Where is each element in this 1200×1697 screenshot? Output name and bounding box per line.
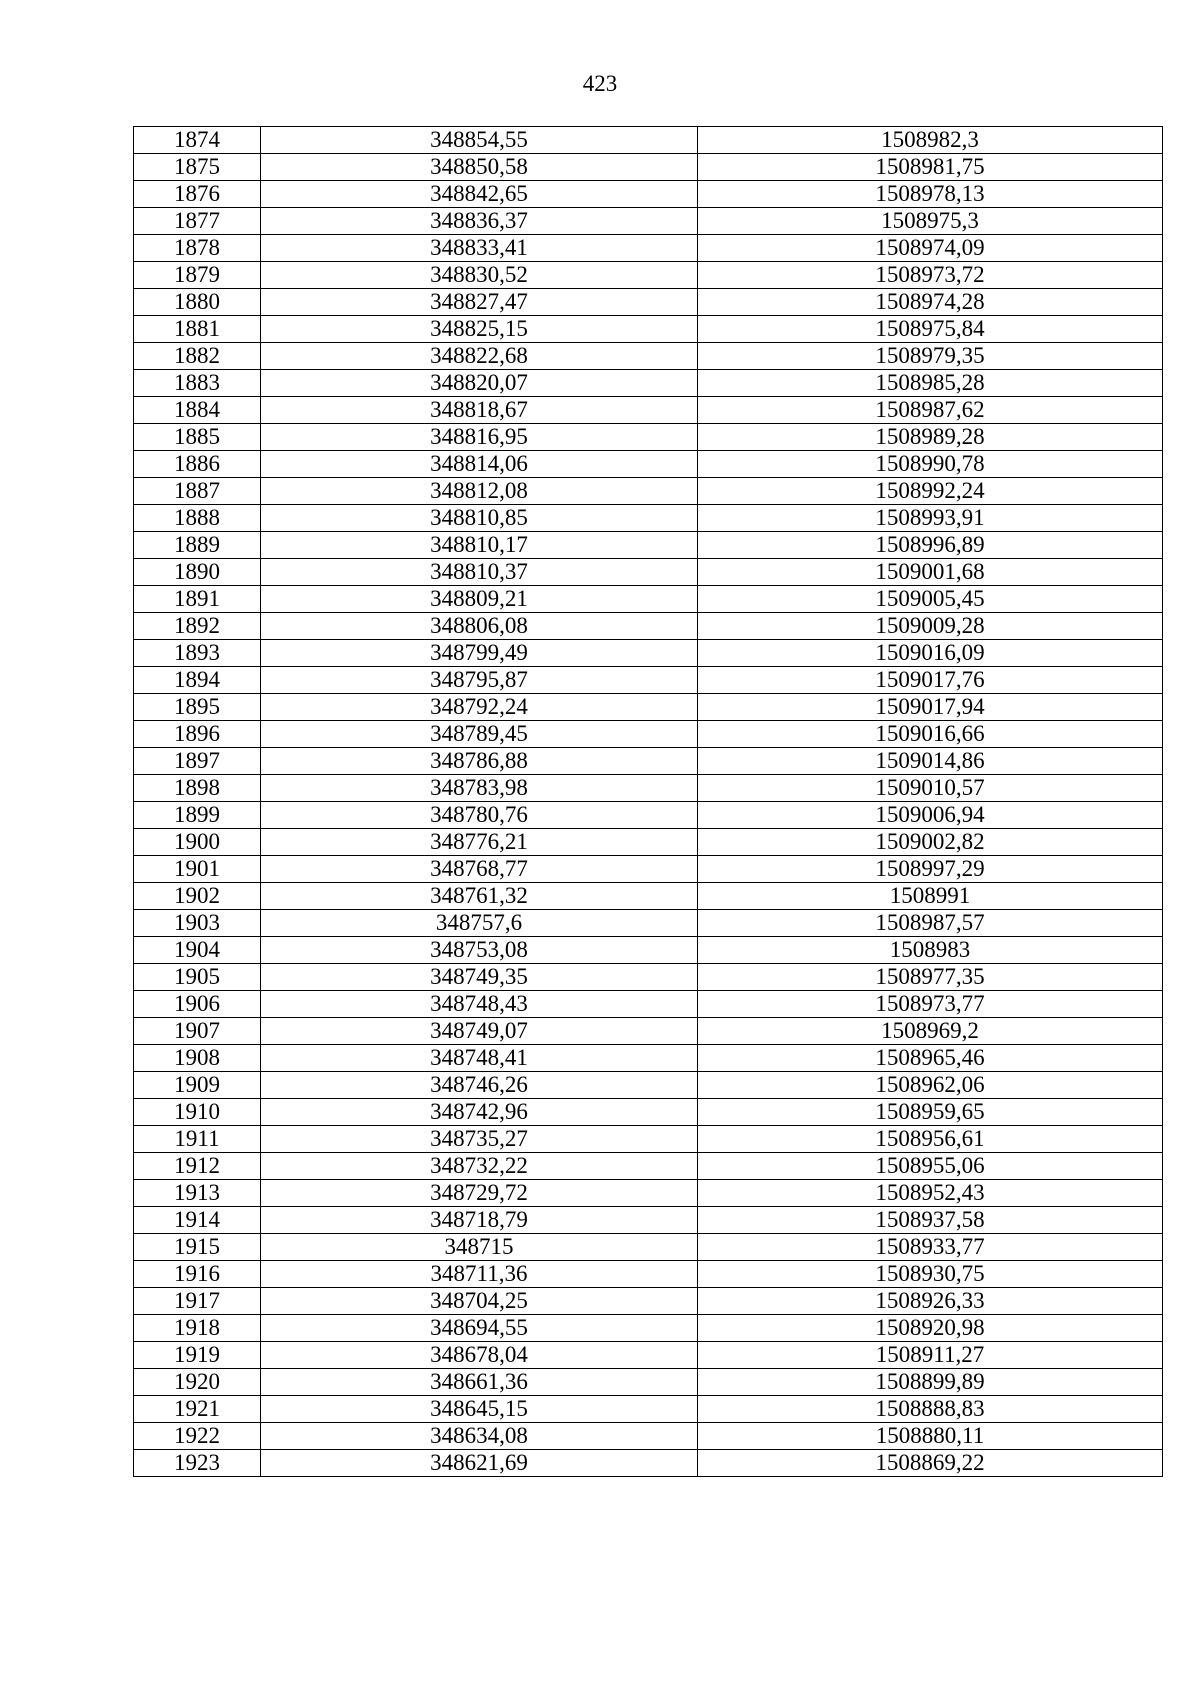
point-number-cell: 1882 bbox=[134, 343, 261, 370]
point-number-cell: 1913 bbox=[134, 1180, 261, 1207]
point-number-cell: 1912 bbox=[134, 1153, 261, 1180]
table-row bbox=[134, 802, 1163, 829]
table-row bbox=[134, 748, 1163, 775]
point-number-cell: 1918 bbox=[134, 1315, 261, 1342]
table-row bbox=[134, 316, 1163, 343]
point-number-cell: 1883 bbox=[134, 370, 261, 397]
y-coordinate-cell: 1508992,24 bbox=[698, 478, 1163, 505]
y-coordinate-cell: 1509017,76 bbox=[698, 667, 1163, 694]
y-coordinate-cell: 1508996,89 bbox=[698, 532, 1163, 559]
x-coordinate-cell: 348776,21 bbox=[261, 829, 698, 856]
x-coordinate-cell: 348810,17 bbox=[261, 532, 698, 559]
point-number-cell: 1894 bbox=[134, 667, 261, 694]
table-row bbox=[134, 1018, 1163, 1045]
point-number-cell: 1923 bbox=[134, 1450, 261, 1477]
x-coordinate-cell: 348711,36 bbox=[261, 1261, 698, 1288]
x-coordinate-cell: 348735,27 bbox=[261, 1126, 698, 1153]
table-row bbox=[134, 451, 1163, 478]
x-coordinate-cell: 348833,41 bbox=[261, 235, 698, 262]
table-row bbox=[134, 1396, 1163, 1423]
y-coordinate-cell: 1509010,57 bbox=[698, 775, 1163, 802]
point-number-cell: 1879 bbox=[134, 262, 261, 289]
point-number-cell: 1889 bbox=[134, 532, 261, 559]
point-number-cell: 1917 bbox=[134, 1288, 261, 1315]
table-row bbox=[134, 343, 1163, 370]
table-row bbox=[134, 1261, 1163, 1288]
point-number-cell: 1920 bbox=[134, 1369, 261, 1396]
point-number-cell: 1910 bbox=[134, 1099, 261, 1126]
y-coordinate-cell: 1509005,45 bbox=[698, 586, 1163, 613]
point-number-cell: 1901 bbox=[134, 856, 261, 883]
point-number-cell: 1892 bbox=[134, 613, 261, 640]
y-coordinate-cell: 1508975,3 bbox=[698, 208, 1163, 235]
table-row bbox=[134, 397, 1163, 424]
x-coordinate-cell: 348780,76 bbox=[261, 802, 698, 829]
point-number-cell: 1877 bbox=[134, 208, 261, 235]
table-row bbox=[134, 721, 1163, 748]
y-coordinate-cell: 1508983 bbox=[698, 937, 1163, 964]
x-coordinate-cell: 348795,87 bbox=[261, 667, 698, 694]
x-coordinate-cell: 348792,24 bbox=[261, 694, 698, 721]
x-coordinate-cell: 348816,95 bbox=[261, 424, 698, 451]
y-coordinate-cell: 1508990,78 bbox=[698, 451, 1163, 478]
table-row bbox=[134, 1234, 1163, 1261]
y-coordinate-cell: 1509001,68 bbox=[698, 559, 1163, 586]
x-coordinate-cell: 348768,77 bbox=[261, 856, 698, 883]
x-coordinate-cell: 348783,98 bbox=[261, 775, 698, 802]
x-coordinate-cell: 348854,55 bbox=[261, 127, 698, 154]
y-coordinate-cell: 1508993,91 bbox=[698, 505, 1163, 532]
coordinates-table bbox=[133, 126, 1163, 1477]
y-coordinate-cell: 1508989,28 bbox=[698, 424, 1163, 451]
y-coordinate-cell: 1508991 bbox=[698, 883, 1163, 910]
table-row bbox=[134, 910, 1163, 937]
x-coordinate-cell: 348718,79 bbox=[261, 1207, 698, 1234]
y-coordinate-cell: 1508911,27 bbox=[698, 1342, 1163, 1369]
table-row bbox=[134, 883, 1163, 910]
point-number-cell: 1884 bbox=[134, 397, 261, 424]
y-coordinate-cell: 1508880,11 bbox=[698, 1423, 1163, 1450]
table-row bbox=[134, 1342, 1163, 1369]
table-row bbox=[134, 856, 1163, 883]
x-coordinate-cell: 348842,65 bbox=[261, 181, 698, 208]
y-coordinate-cell: 1508977,35 bbox=[698, 964, 1163, 991]
y-coordinate-cell: 1508969,2 bbox=[698, 1018, 1163, 1045]
x-coordinate-cell: 348694,55 bbox=[261, 1315, 698, 1342]
point-number-cell: 1881 bbox=[134, 316, 261, 343]
point-number-cell: 1893 bbox=[134, 640, 261, 667]
y-coordinate-cell: 1508973,77 bbox=[698, 991, 1163, 1018]
table-row bbox=[134, 1126, 1163, 1153]
y-coordinate-cell: 1508930,75 bbox=[698, 1261, 1163, 1288]
table-row bbox=[134, 532, 1163, 559]
point-number-cell: 1897 bbox=[134, 748, 261, 775]
table-row bbox=[134, 559, 1163, 586]
point-number-cell: 1899 bbox=[134, 802, 261, 829]
table-row bbox=[134, 1288, 1163, 1315]
y-coordinate-cell: 1509014,86 bbox=[698, 748, 1163, 775]
table-row bbox=[134, 1423, 1163, 1450]
y-coordinate-cell: 1508959,65 bbox=[698, 1099, 1163, 1126]
table-row bbox=[134, 991, 1163, 1018]
y-coordinate-cell: 1508965,46 bbox=[698, 1045, 1163, 1072]
x-coordinate-cell: 348830,52 bbox=[261, 262, 698, 289]
y-coordinate-cell: 1509006,94 bbox=[698, 802, 1163, 829]
table-row bbox=[134, 478, 1163, 505]
point-number-cell: 1908 bbox=[134, 1045, 261, 1072]
table-row bbox=[134, 505, 1163, 532]
point-number-cell: 1909 bbox=[134, 1072, 261, 1099]
y-coordinate-cell: 1509009,28 bbox=[698, 613, 1163, 640]
y-coordinate-cell: 1508899,89 bbox=[698, 1369, 1163, 1396]
page-number: 423 bbox=[582, 71, 618, 96]
y-coordinate-cell: 1508997,29 bbox=[698, 856, 1163, 883]
point-number-cell: 1874 bbox=[134, 127, 261, 154]
y-coordinate-cell: 1508975,84 bbox=[698, 316, 1163, 343]
point-number-cell: 1903 bbox=[134, 910, 261, 937]
point-number-cell: 1902 bbox=[134, 883, 261, 910]
table-row bbox=[134, 1180, 1163, 1207]
x-coordinate-cell: 348753,08 bbox=[261, 937, 698, 964]
x-coordinate-cell: 348820,07 bbox=[261, 370, 698, 397]
point-number-cell: 1896 bbox=[134, 721, 261, 748]
y-coordinate-cell: 1508962,06 bbox=[698, 1072, 1163, 1099]
table-row bbox=[134, 829, 1163, 856]
point-number-cell: 1887 bbox=[134, 478, 261, 505]
point-number-cell: 1891 bbox=[134, 586, 261, 613]
point-number-cell: 1890 bbox=[134, 559, 261, 586]
table-row bbox=[134, 1450, 1163, 1477]
x-coordinate-cell: 348814,06 bbox=[261, 451, 698, 478]
x-coordinate-cell: 348742,96 bbox=[261, 1099, 698, 1126]
y-coordinate-cell: 1509017,94 bbox=[698, 694, 1163, 721]
table-row bbox=[134, 1369, 1163, 1396]
y-coordinate-cell: 1508981,75 bbox=[698, 154, 1163, 181]
point-number-cell: 1907 bbox=[134, 1018, 261, 1045]
point-number-cell: 1878 bbox=[134, 235, 261, 262]
x-coordinate-cell: 348806,08 bbox=[261, 613, 698, 640]
point-number-cell: 1885 bbox=[134, 424, 261, 451]
y-coordinate-cell: 1508869,22 bbox=[698, 1450, 1163, 1477]
y-coordinate-cell: 1508973,72 bbox=[698, 262, 1163, 289]
y-coordinate-cell: 1508952,43 bbox=[698, 1180, 1163, 1207]
point-number-cell: 1895 bbox=[134, 694, 261, 721]
table-row bbox=[134, 154, 1163, 181]
y-coordinate-cell: 1508955,06 bbox=[698, 1153, 1163, 1180]
x-coordinate-cell: 348634,08 bbox=[261, 1423, 698, 1450]
y-coordinate-cell: 1508933,77 bbox=[698, 1234, 1163, 1261]
table-row bbox=[134, 694, 1163, 721]
x-coordinate-cell: 348850,58 bbox=[261, 154, 698, 181]
y-coordinate-cell: 1508985,28 bbox=[698, 370, 1163, 397]
x-coordinate-cell: 348757,6 bbox=[261, 910, 698, 937]
x-coordinate-cell: 348621,69 bbox=[261, 1450, 698, 1477]
table-row bbox=[134, 640, 1163, 667]
table-row bbox=[134, 208, 1163, 235]
point-number-cell: 1922 bbox=[134, 1423, 261, 1450]
table-row bbox=[134, 181, 1163, 208]
y-coordinate-cell: 1508978,13 bbox=[698, 181, 1163, 208]
coordinates-table-body bbox=[134, 127, 1163, 1477]
x-coordinate-cell: 348789,45 bbox=[261, 721, 698, 748]
x-coordinate-cell: 348810,85 bbox=[261, 505, 698, 532]
table-row bbox=[134, 1099, 1163, 1126]
point-number-cell: 1905 bbox=[134, 964, 261, 991]
x-coordinate-cell: 348661,36 bbox=[261, 1369, 698, 1396]
y-coordinate-cell: 1508920,98 bbox=[698, 1315, 1163, 1342]
table-row bbox=[134, 424, 1163, 451]
x-coordinate-cell: 348812,08 bbox=[261, 478, 698, 505]
x-coordinate-cell: 348827,47 bbox=[261, 289, 698, 316]
y-coordinate-cell: 1508979,35 bbox=[698, 343, 1163, 370]
table-row bbox=[134, 667, 1163, 694]
x-coordinate-cell: 348704,25 bbox=[261, 1288, 698, 1315]
point-number-cell: 1919 bbox=[134, 1342, 261, 1369]
x-coordinate-cell: 348818,67 bbox=[261, 397, 698, 424]
y-coordinate-cell: 1509016,66 bbox=[698, 721, 1163, 748]
x-coordinate-cell: 348799,49 bbox=[261, 640, 698, 667]
table-row bbox=[134, 289, 1163, 316]
point-number-cell: 1921 bbox=[134, 1396, 261, 1423]
point-number-cell: 1876 bbox=[134, 181, 261, 208]
y-coordinate-cell: 1508987,62 bbox=[698, 397, 1163, 424]
x-coordinate-cell: 348810,37 bbox=[261, 559, 698, 586]
x-coordinate-cell: 348732,22 bbox=[261, 1153, 698, 1180]
y-coordinate-cell: 1508974,28 bbox=[698, 289, 1163, 316]
table-row bbox=[134, 127, 1163, 154]
y-coordinate-cell: 1509002,82 bbox=[698, 829, 1163, 856]
table-row bbox=[134, 775, 1163, 802]
x-coordinate-cell: 348645,15 bbox=[261, 1396, 698, 1423]
table-row bbox=[134, 1072, 1163, 1099]
x-coordinate-cell: 348825,15 bbox=[261, 316, 698, 343]
table-row bbox=[134, 1207, 1163, 1234]
table-row bbox=[134, 937, 1163, 964]
y-coordinate-cell: 1508987,57 bbox=[698, 910, 1163, 937]
point-number-cell: 1888 bbox=[134, 505, 261, 532]
x-coordinate-cell: 348836,37 bbox=[261, 208, 698, 235]
x-coordinate-cell: 348748,41 bbox=[261, 1045, 698, 1072]
point-number-cell: 1875 bbox=[134, 154, 261, 181]
table-row bbox=[134, 370, 1163, 397]
table-row bbox=[134, 235, 1163, 262]
x-coordinate-cell: 348746,26 bbox=[261, 1072, 698, 1099]
y-coordinate-cell: 1508926,33 bbox=[698, 1288, 1163, 1315]
point-number-cell: 1904 bbox=[134, 937, 261, 964]
table-row bbox=[134, 586, 1163, 613]
x-coordinate-cell: 348715 bbox=[261, 1234, 698, 1261]
x-coordinate-cell: 348748,43 bbox=[261, 991, 698, 1018]
table-row bbox=[134, 613, 1163, 640]
y-coordinate-cell: 1508937,58 bbox=[698, 1207, 1163, 1234]
point-number-cell: 1880 bbox=[134, 289, 261, 316]
point-number-cell: 1915 bbox=[134, 1234, 261, 1261]
y-coordinate-cell: 1508956,61 bbox=[698, 1126, 1163, 1153]
x-coordinate-cell: 348761,32 bbox=[261, 883, 698, 910]
y-coordinate-cell: 1508974,09 bbox=[698, 235, 1163, 262]
point-number-cell: 1916 bbox=[134, 1261, 261, 1288]
x-coordinate-cell: 348729,72 bbox=[261, 1180, 698, 1207]
point-number-cell: 1906 bbox=[134, 991, 261, 1018]
x-coordinate-cell: 348749,07 bbox=[261, 1018, 698, 1045]
x-coordinate-cell: 348749,35 bbox=[261, 964, 698, 991]
x-coordinate-cell: 348678,04 bbox=[261, 1342, 698, 1369]
table-row bbox=[134, 1045, 1163, 1072]
x-coordinate-cell: 348822,68 bbox=[261, 343, 698, 370]
table-row bbox=[134, 964, 1163, 991]
point-number-cell: 1886 bbox=[134, 451, 261, 478]
point-number-cell: 1900 bbox=[134, 829, 261, 856]
point-number-cell: 1898 bbox=[134, 775, 261, 802]
point-number-cell: 1911 bbox=[134, 1126, 261, 1153]
table-row bbox=[134, 1153, 1163, 1180]
table-row bbox=[134, 262, 1163, 289]
x-coordinate-cell: 348786,88 bbox=[261, 748, 698, 775]
y-coordinate-cell: 1509016,09 bbox=[698, 640, 1163, 667]
y-coordinate-cell: 1508982,3 bbox=[698, 127, 1163, 154]
y-coordinate-cell: 1508888,83 bbox=[698, 1396, 1163, 1423]
table-row bbox=[134, 1315, 1163, 1342]
x-coordinate-cell: 348809,21 bbox=[261, 586, 698, 613]
point-number-cell: 1914 bbox=[134, 1207, 261, 1234]
